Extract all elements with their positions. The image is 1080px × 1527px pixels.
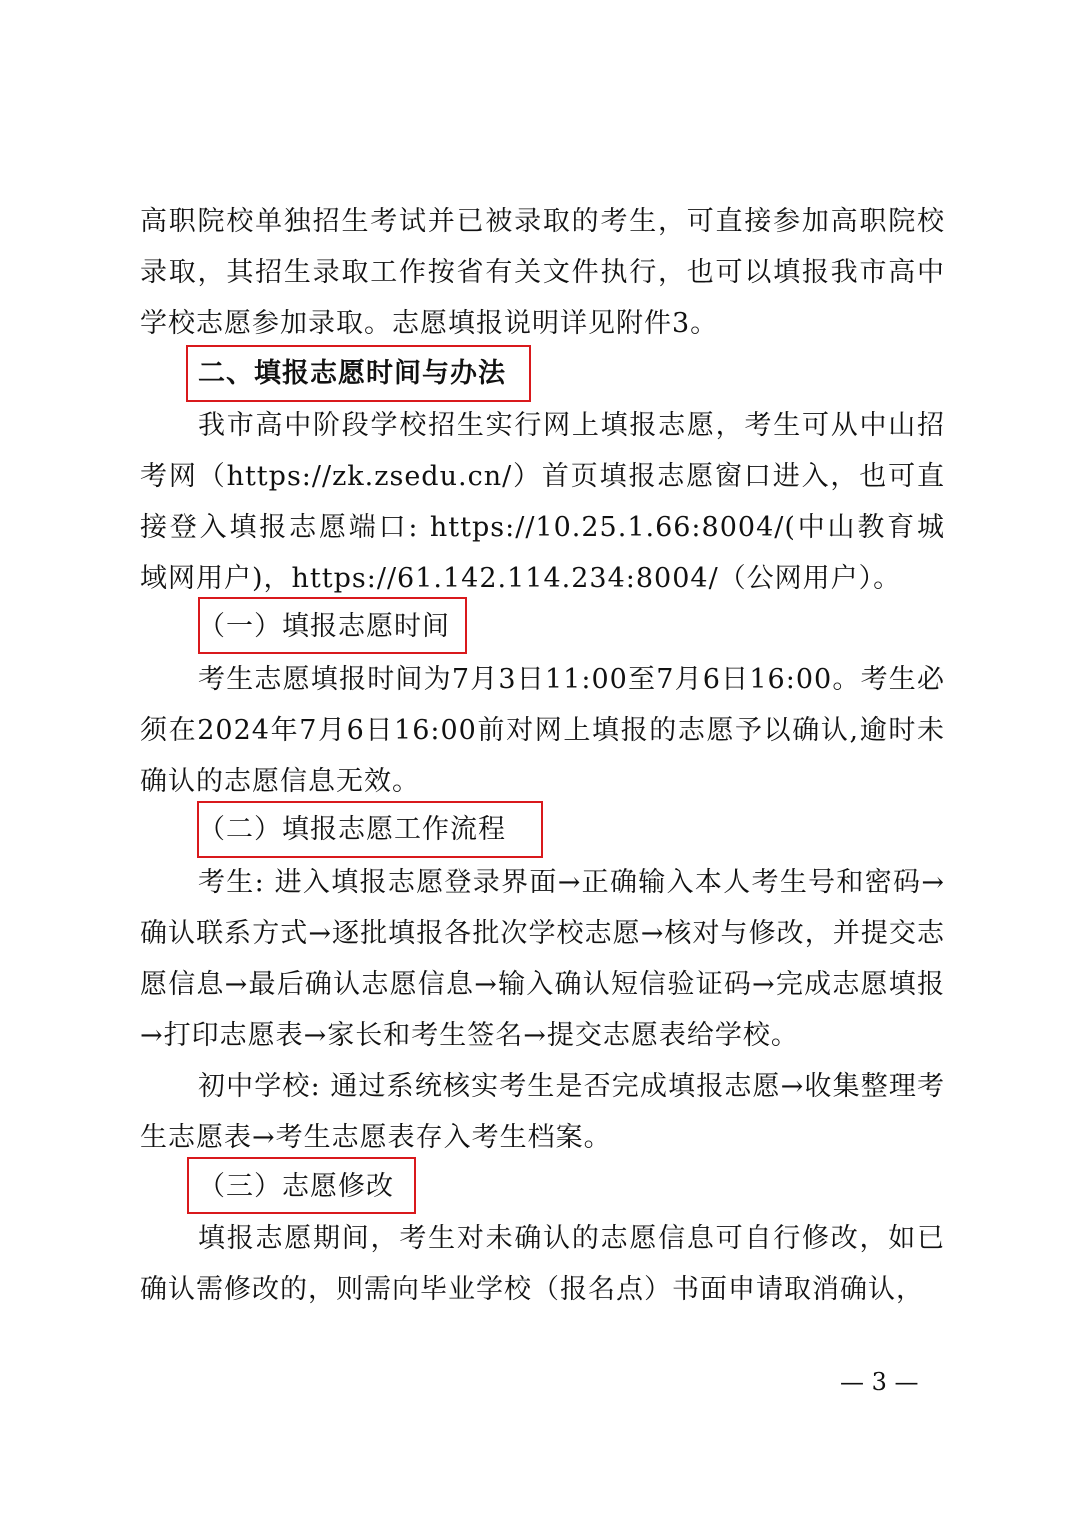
section-2-paragraph: 我市高中阶段学校招生实行网上填报志愿，考生可从中山招考网（https://zk.zsedu.cn/）首页填报志愿窗口进入，也可直接登入填报志愿端口: https://10.25.1.66:8004/(中山教育城域网用户)，https://61.142.114.234:8004/（公网用户）。: [140, 410, 945, 594]
subsection-2-title: （二）填报志愿工作流程: [198, 814, 506, 845]
subsection-1-paragraph: 考生志愿填报时间为7月3日11:00至7月6日16:00。考生必须在2024年7月6日16:00前对网上填报的志愿予以确认,逾时未确认的志愿信息无效。: [140, 664, 945, 797]
subsection-2-schools-paragraph: 初中学校: 通过系统核实考生是否完成填报志愿→收集整理考生志愿表→考生志愿表存入考生档案。: [140, 1071, 945, 1153]
page-number: — 3 —: [840, 1368, 919, 1396]
subsection-1-title: （一）填报志愿时间: [198, 611, 450, 642]
section-2-title: 二、填报志愿时间与办法: [198, 358, 506, 389]
intro-paragraph: 高职院校单独招生考试并已被录取的考生，可直接参加高职院校录取，其招生录取工作按省有关文件执行，也可以填报我市高中学校志愿参加录取。志愿填报说明详见附件3。: [140, 206, 945, 339]
subsection-3-paragraph: 填报志愿期间，考生对未确认的志愿信息可自行修改，如已确认需修改的，则需向毕业学校（报名点）书面申请取消确认，: [140, 1223, 945, 1305]
subsection-2-students-paragraph: 考生: 进入填报志愿登录界面→正确输入本人考生号和密码→确认联系方式→逐批填报各批次学校志愿→核对与修改，并提交志愿信息→最后确认志愿信息→输入确认短信验证码→完成志愿填报→打印志愿表→家长和考生签名→提交志愿表给学校。: [140, 867, 945, 1051]
subsection-3-title: （三）志愿修改: [198, 1171, 394, 1202]
